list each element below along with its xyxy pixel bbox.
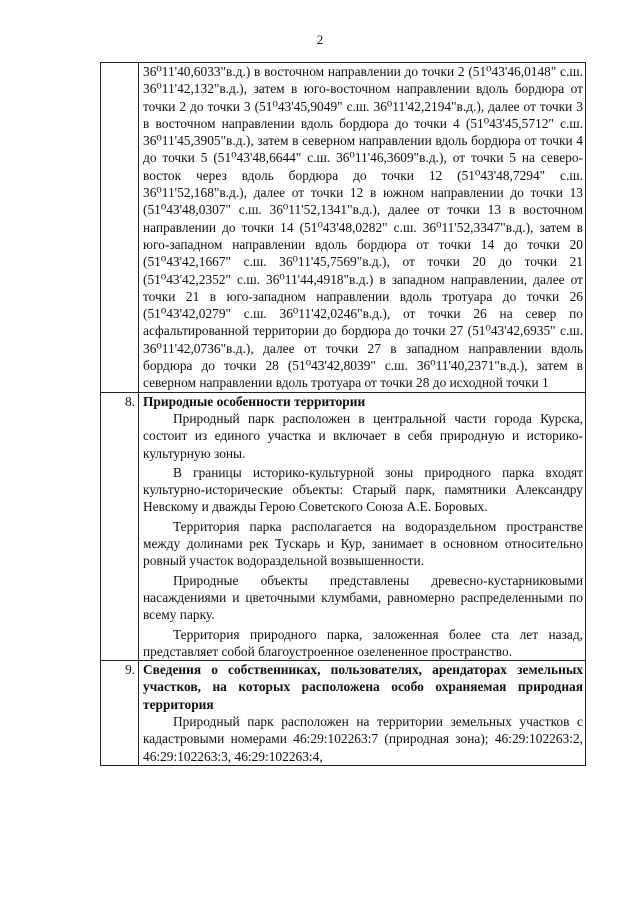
section-heading: Сведения о собственниках, пользователях, арендаторах земельных участков, на которых расположена особо охраняемая природная территория (143, 662, 583, 712)
row-content (139, 63, 586, 393)
table-row (101, 661, 586, 766)
table-row (101, 63, 586, 393)
row-content (139, 661, 586, 766)
paragraph: В границы историко-культурной зоны природного парка входят культурно-исторические объекты: Старый парк, памятники Александру Невскому и дважды Герою Советского Союза А.Е. Боровых. (143, 464, 583, 515)
row-number: 8. (101, 392, 139, 660)
boundary-description: 36⁰11'40,6033"в.д.) в восточном направлении до точки 2 (51⁰43'46,0148" с.ш. 36⁰11'42,132"в.д.), затем в юго-восточном направлении вдоль бордюра от точки 2 до точки 3 (51⁰43'45,9049" с.ш. 36⁰11'42,2194"в.д.), далее от точки 3 в восточном направлении вдоль бордюра до точки 4 (51⁰43'45,5712" с.ш. 36⁰11'45,3905"в.д.), затем в северном направлении вдоль бордюра от точки 4 до точки 5 (51⁰43'48,6644" с.ш. 36⁰11'46,3609"в.д.), от точки 5 на северо-восток через вдоль бордюра до точки 12 (51⁰43'48,7294" с.ш. 36⁰11'52,168"в.д.), далее от точки 12 в южном направлении до точки 13 (51⁰43'48,0307" с.ш. 36⁰11'52,1341"в.д.), далее от точки 13 в восточном направлении до точки 14 (51⁰43'48,0282" с.ш. 36⁰11'52,3347"в.д.), затем в юго-западном направлении вдоль бордюра от точки 14 до точки 20 (51⁰43'42,1667" с.ш. 36⁰11'45,7569"в.д.), от точки 20 до точки 21 (51⁰43'42,2352" с.ш. 36⁰11'44,4918"в.д.) в западном направлении, далее от точки 21 в юго-западном направлении вдоль тротуара до точки 26 (51⁰43'42,0279" с.ш. 36⁰11'42,0246"в.д.), от точки 26 на север по асфальтированной территории до бордюра до точки 27 (51⁰43'42,6935" с.ш. 36⁰11'42,0736"в.д.), далее от точки 27 в западном направлении вдоль бордюра до точки 28 (51⁰43'42,8039" с.ш. 36⁰11'40,2371"в.д.), затем в северном направлении вдоль тротуара от точки 28 до исходной точки 1 (143, 64, 583, 391)
row-number: 9. (101, 661, 139, 766)
paragraph: Территория природного парка, заложенная более ста лет назад, представляет собой благоустроенное озелененное пространство. (143, 626, 583, 659)
page-number: 2 (316, 32, 324, 47)
paragraph: Природный парк расположен в центральной части города Курска, состоит из единого участка и включает в себя природную и историко-культурную зоны. (143, 410, 583, 461)
document-table (100, 62, 586, 766)
paragraph: Территория парка располагается на водораздельном пространстве между долинами рек Тускарь и Кур, занимает в основном относительно ровный участок водораздельной возвышенности. (143, 518, 583, 569)
paragraph: Природные объекты представлены древесно-кустарниковыми насаждениями и цветочными клумбами, равномерно распределенными по всему парку. (143, 572, 583, 623)
row-number (101, 63, 139, 393)
row-content (139, 392, 586, 660)
table-row (101, 392, 586, 660)
section-heading: Природные особенности территории (143, 393, 366, 409)
paragraph: Природный парк расположен на территории земельных участков с кадастровыми номерами 46:29:102263:7 (природная зона); 46:29:102263:2, 46:29:102263:3, 46:29:102263:4, (143, 713, 583, 764)
